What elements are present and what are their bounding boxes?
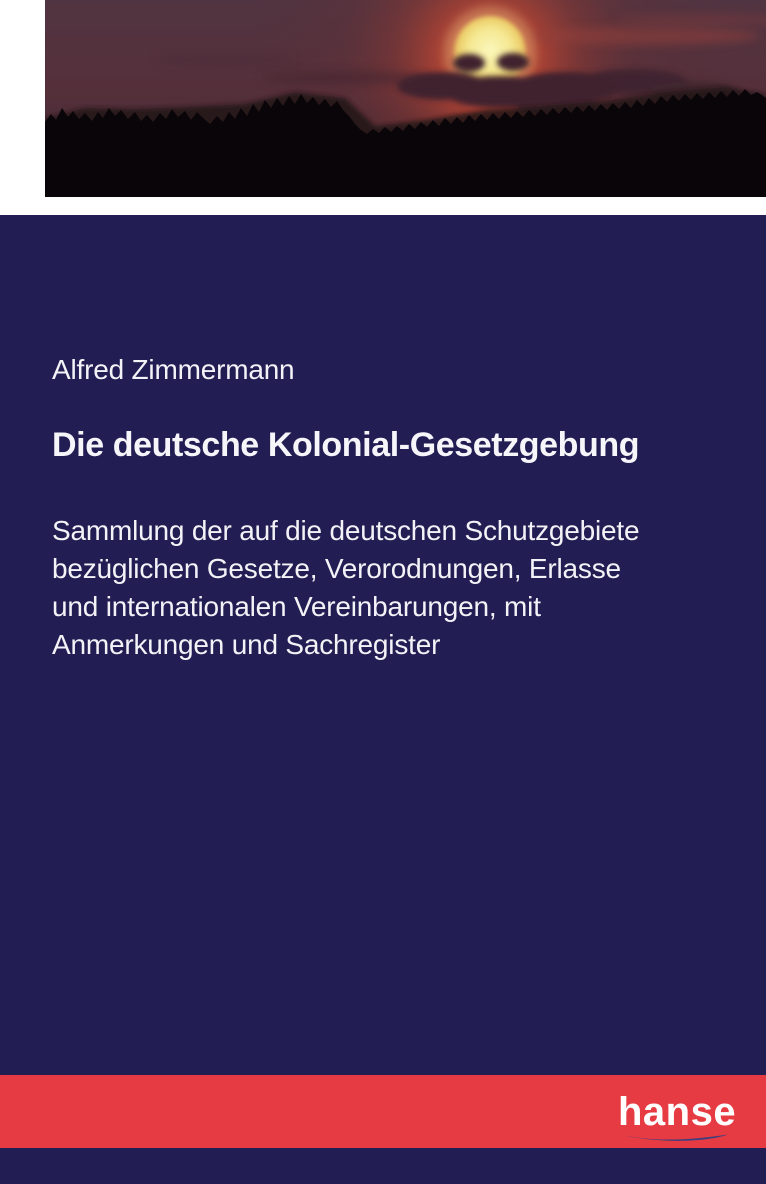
sunset-photo-image xyxy=(45,0,766,197)
publisher-band xyxy=(0,1075,766,1148)
subtitle-line: bezüglichen Gesetze, Verorodnungen, Erlasse xyxy=(52,553,621,584)
publisher-logo xyxy=(616,1090,737,1147)
subtitle-line: und internationalen Vereinbarungen, mit xyxy=(52,591,541,622)
publisher-logo-text: hanse xyxy=(618,1090,737,1134)
book-title: Die deutsche Kolonial-Gesetzgebung xyxy=(52,426,640,464)
sunset-photo xyxy=(45,0,766,197)
logo-swoosh-icon xyxy=(616,1130,730,1144)
subtitle-line: Sammlung der auf die deutschen Schutzgebiete xyxy=(52,515,640,546)
subtitle-line: Anmerkungen und Sachregister xyxy=(52,629,441,660)
book-subtitle xyxy=(52,512,639,664)
author-name: Alfred Zimmermann xyxy=(52,354,295,385)
